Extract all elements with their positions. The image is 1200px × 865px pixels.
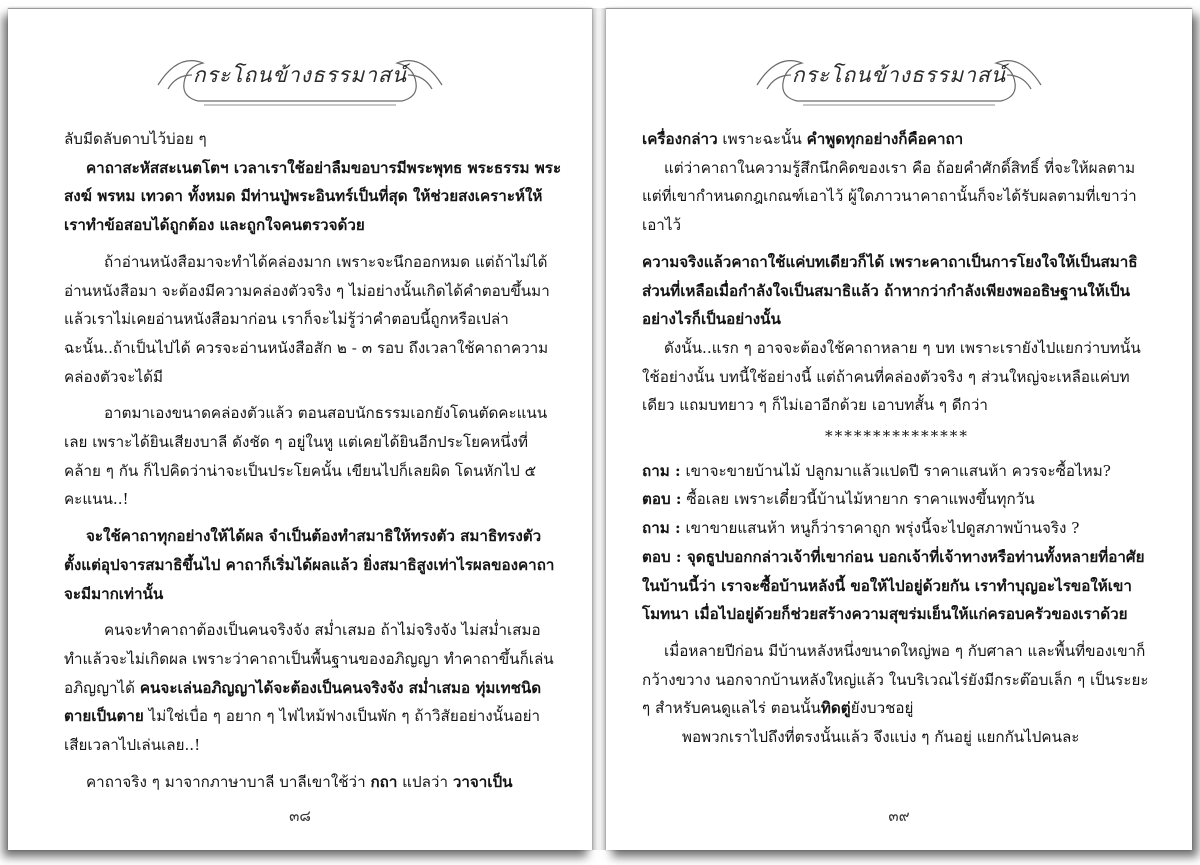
paragraph	[64, 768, 562, 797]
paragraph	[642, 125, 1152, 154]
page-number-left: ๓๘	[289, 807, 311, 825]
paragraph	[642, 637, 1152, 723]
answer-label: ตอบ :	[642, 547, 682, 566]
text-run-bold: กถา	[370, 772, 398, 791]
text-run-bold: คำพูดทุกอย่างก็คือคาถา	[806, 130, 964, 148]
paragraph: พอพวกเราไปถึงที่ตรงนั้นแล้ว จึงแบ่ง ๆ กันอยู่ แยกกันไปคนละ	[682, 728, 1080, 747]
paragraph: อาตมาเองขนาดคล่องตัวแล้ว ตอนสอบนักธรรมเอกยังโดนตัดคะแนนเลย เพราะได้ยินเสียงบาลี ดังชัด ๆ อยู่ในหู แต่เคยได้ยินอีกประโยคหนึ่งที่คล้าย ๆ กัน ก็ไปคิดว่าน่าจะเป็นประโยคนั้น เขียนไปก็เลยผิด โดนหักไป ๕ คะแนน..!	[64, 404, 548, 509]
paragraph-bold: ความจริงแล้วคาถาใช้แค่บทเดียวก็ได้ เพราะคาถาเป็นการโยงใจให้เป็นสมาธิ ส่วนที่เหลือเมื่อกำลังใจเป็นสมาธิแล้ว ถ้าหากว่ากำลังเพียงพออธิษฐานให้เป็นอย่างไรก็เป็นอย่างนั้น	[642, 252, 1138, 329]
qa-line	[642, 514, 1152, 543]
text-run-bold: คนจะเล่นอภิญญาได้จะต้องเป็นคนจริงจัง สม่ำเสมอ ทุ่มเทชนิดตายเป็นตาย	[64, 678, 542, 726]
question-text: เขาจะขายบ้านไม้ ปลูกมาแล้วแปดปี ราคาแสนห้า ควรจะซื้อไหม?	[680, 461, 1111, 480]
header-title: กระโถนข้างธรรมาสน์	[192, 63, 408, 87]
paragraph	[64, 616, 562, 760]
text-run-bold: ทิดตู่	[820, 699, 851, 718]
running-header-right	[606, 45, 1192, 115]
question-label: ถาม :	[642, 519, 681, 538]
page-number-right: ๓๙	[888, 807, 910, 825]
answer-text: ซื้อเลย เพราะเดี๋ยวนี้บ้านไม้หายาก ราคาแพงขึ้นทุกวัน	[681, 490, 1035, 509]
text-run-bold: วาจาเป็น	[452, 772, 513, 791]
text-run: ไม่ใช่เบื่อ ๆ อยาก ๆ ไฟไหม้ฟางเป็นพัก ๆ ถ้าวิสัยอย่างนั้นอย่าเสียเวลาไปเล่นเลย..!	[64, 707, 540, 755]
text-run-bold: เครื่องกล่าว	[642, 130, 718, 148]
answer-label: ตอบ :	[642, 490, 682, 509]
question-text: เขาขายแสนห้า หนูก็ว่าราคาถูก พรุ่งนี้จะไปดูสภาพบ้านจริง ?	[680, 519, 1080, 538]
text-run: เมื่อหลายปีก่อน มีบ้านหลังหนึ่งขนาดใหญ่พอ ๆ กับศาลา และพื้นที่ของเขาก็กว้างขวาง นอกจากบ้านหลังใหญ่แล้ว ในบริเวณไร่ยังมีกระต๊อบเล็ก ๆ เป็นระยะ ๆ สำหรับคนดูแลไร่ ตอนนั้น	[642, 641, 1149, 718]
left-page-body	[64, 125, 562, 796]
qa-line	[642, 543, 1152, 629]
running-header-left	[8, 45, 592, 115]
right-page	[606, 8, 1192, 850]
paragraph: ลับมีดลับดาบไว้บ่อย ๆ	[64, 130, 207, 148]
text-run: คาถาจริง ๆ มาจากภาษาบาลี บาลีเขาใช้ว่า	[86, 772, 371, 791]
qa-line	[642, 485, 1152, 514]
answer-text: จุดธูปบอกกล่าวเจ้าที่เขาก่อน บอกเจ้าที่เจ้าทางหรือท่านทั้งหลายที่อาศัยในบ้านนี้ว่า เราจะซื้อบ้านหลังนี้ ขอให้ไปอยู่ด้วยกัน เราทำบุญอะไรขอให้เขาโมทนา เมื่อไปอยู่ด้วยก็ช่วยสร้างความสุขร่มเย็นให้แก่ครอบครัวของเราด้วย	[642, 547, 1145, 624]
book-gutter	[592, 8, 606, 850]
header-title: กระโถนข้างธรรมาสน์	[791, 63, 1007, 87]
question-label: ถาม :	[642, 461, 681, 480]
qa-line	[642, 457, 1152, 486]
left-page	[8, 8, 592, 850]
paragraph: ถ้าอ่านหนังสือมาจะทำได้คล่องมาก เพราะจะนึกออกหมด แต่ถ้าไม่ได้อ่านหนังสือมา จะต้องมีความคล่องตัวจริง ๆ ไม่อย่างนั้นเกิดได้คำตอบขึ้นมา แล้วเราไม่เคยอ่านหนังสือมาก่อน เราก็จะไม่รู้ว่าคำตอบนี้ถูกหรือเปล่า ฉะนั้น..ถ้าเป็นไปได้ ควรจะอ่านหนังสือสัก ๒ - ๓ รอบ ถึงเวลาใช้คาถาความคล่องตัวจะได้มี	[64, 252, 550, 386]
paragraph: ดังนั้น..แรก ๆ อาจจะต้องใช้คาถาหลาย ๆ บท เพราะเรายังไปแยกว่าบทนั้นใช้อย่างนั้น บทนี้ใช้อย่างนี้ แต่ถ้าคนที่คล่องตัวจริง ๆ ส่วนใหญ่จะเหลือแค่บทเดียว แถมบทยาว ๆ ก็ไม่เอาอีกด้วย เอาบทสั้น ๆ ดีกว่า	[642, 338, 1141, 415]
section-divider: ***************	[825, 427, 969, 446]
text-run: เพราะฉะนั้น	[717, 130, 807, 148]
text-run: แปลว่า	[397, 772, 453, 791]
paragraph-bold: จะใช้คาถาทุกอย่างให้ได้ผล จำเป็นต้องทำสมาธิให้ทรงตัว สมาธิทรงตัวตั้งแต่อุปจารสมาธิขึ้นไป คาถาก็เริ่มได้ผลแล้ว ยิ่งสมาธิสูงเท่าไรผลของคาถาจะมีมากเท่านั้น	[64, 527, 555, 603]
text-run: ยังบวชอยู่	[850, 699, 914, 718]
text-run: คนจะทำคาถาต้องเป็นคนจริงจัง สม่ำเสมอ ถ้าไม่จริงจัง ไม่สม่ำเสมอ ทำแล้วจะไม่เกิดผล เพราะว่าคาถาเป็นพื้นฐานของอภิญญา ทำคาถาขึ้นก็เล่นอภิญญาได้	[64, 621, 554, 697]
paragraph: แต่ว่าคาถาในความรู้สึกนึกคิดของเรา คือ ถ้อยคำศักดิ์สิทธิ์ ที่จะให้ผลตามแต่ที่เขากำหนดกฎเกณฑ์เอาไว้ ผู้ใดภาวนาคาถานั้นก็จะได้รับผลตามที่เขาว่าเอาไว้	[642, 158, 1137, 235]
right-page-body	[642, 125, 1152, 752]
paragraph-bold: คาถาสะหัสสะเนตโตฯ เวลาเราใช้อย่าลืมขอบารมีพระพุทธ พระธรรม พระสงฆ์ พรหม เทวดา ทั้งหมด มีท่านปู่พระอินทร์เป็นที่สุด ให้ช่วยสงเคราะห์ให้เราทำข้อสอบได้ถูกต้อง และถูกใจคนตรวจด้วย	[64, 158, 562, 235]
